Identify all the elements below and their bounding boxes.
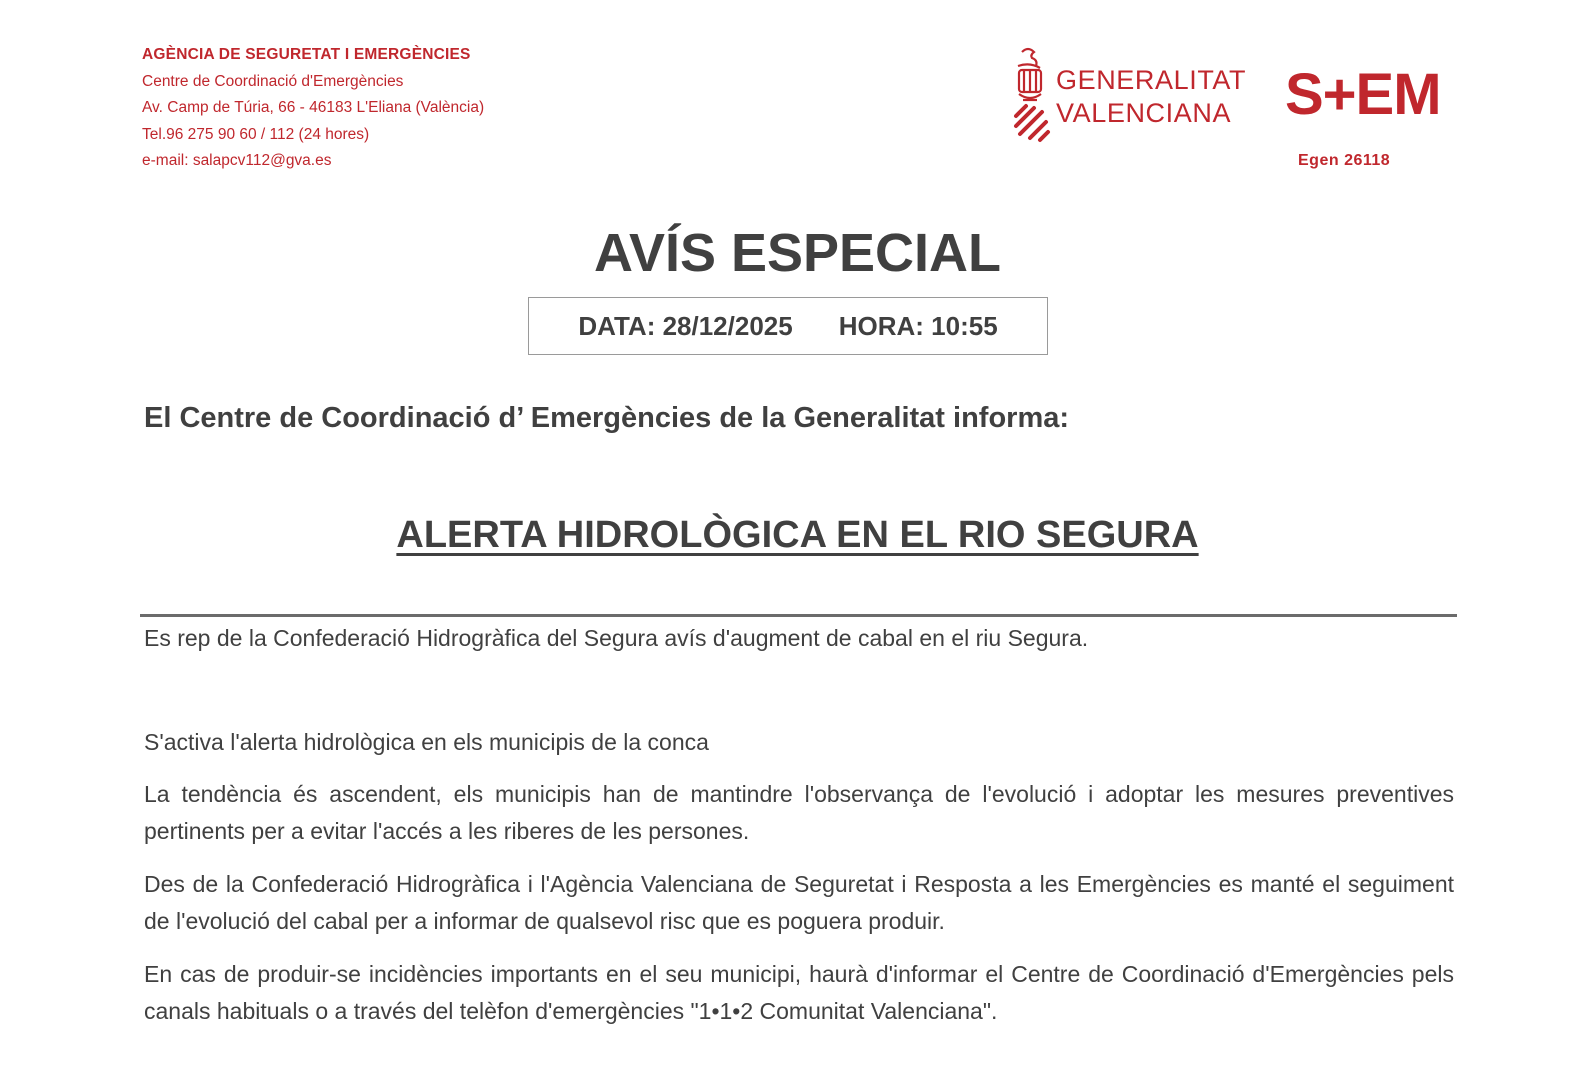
address: Av. Camp de Túria, 66 - 46183 L'Eliana (València) [142, 99, 485, 116]
email-link[interactable]: e-mail: salapcv112@gva.es [142, 152, 332, 169]
paragraph-monitoring: Des de la Confederació Hidrogràfica i l'Agència Valenciana de Seguretat i Resposta a les Emergències es manté el seguiment de l'evolució del cabal per a informar de qualsevol risc que es poguera produir. [144, 871, 1454, 934]
paragraph-incidents: En cas de produir-se incidències importants en el seu municipi, haurà d'informar el Centre de Coordinació d'Emergències pels canals habituals o a través del telèfon d'emergències "1•1•2 Comunitat Valenciana". [144, 961, 1454, 1024]
notice-date: DATA: 28/12/2025 [578, 310, 793, 341]
generalitat-emblem-icon [1010, 46, 1052, 144]
agency-name: AGÈNCIA DE SEGURETAT I EMERGÈNCIES [142, 46, 471, 63]
phone: Tel.96 275 90 60 / 112 (24 hores) [142, 125, 370, 143]
alert-title: ALERTA HIDROLÒGICA EN EL RIO SEGURA [396, 514, 1199, 556]
sem-logo: S+EM [1285, 62, 1441, 127]
center-name: Centre de Coordinació d'Emergències [142, 72, 404, 90]
egen-reference: Egen 26118 [1298, 152, 1391, 169]
notice-title: AVÍS ESPECIAL [593, 223, 1002, 283]
divider [140, 614, 1457, 617]
date-time-box [528, 297, 1048, 355]
paragraph-receipt: Es rep de la Confederació Hidrogràfica del Segura avís d'augment de cabal en el riu Segura. [144, 625, 1089, 651]
agency-contact-block [142, 42, 484, 175]
intro-heading: El Centre de Coordinació d’ Emergències de la Generalitat informa: [144, 402, 1070, 434]
generalitat-line1: GENERALITAT [1056, 65, 1247, 95]
paragraph-trend: La tendència és ascendent, els municipis han de mantindre l'observança de l'evolució i adoptar les mesures preventives pertinents per a evitar l'accés a les riberes de les persones. [144, 781, 1454, 844]
paragraph-activation: S'activa l'alerta hidrològica en els municipis de la conca [144, 729, 709, 755]
notice-time: HORA: 10:55 [838, 310, 998, 341]
generalitat-line2: VALENCIANA [1056, 98, 1232, 128]
